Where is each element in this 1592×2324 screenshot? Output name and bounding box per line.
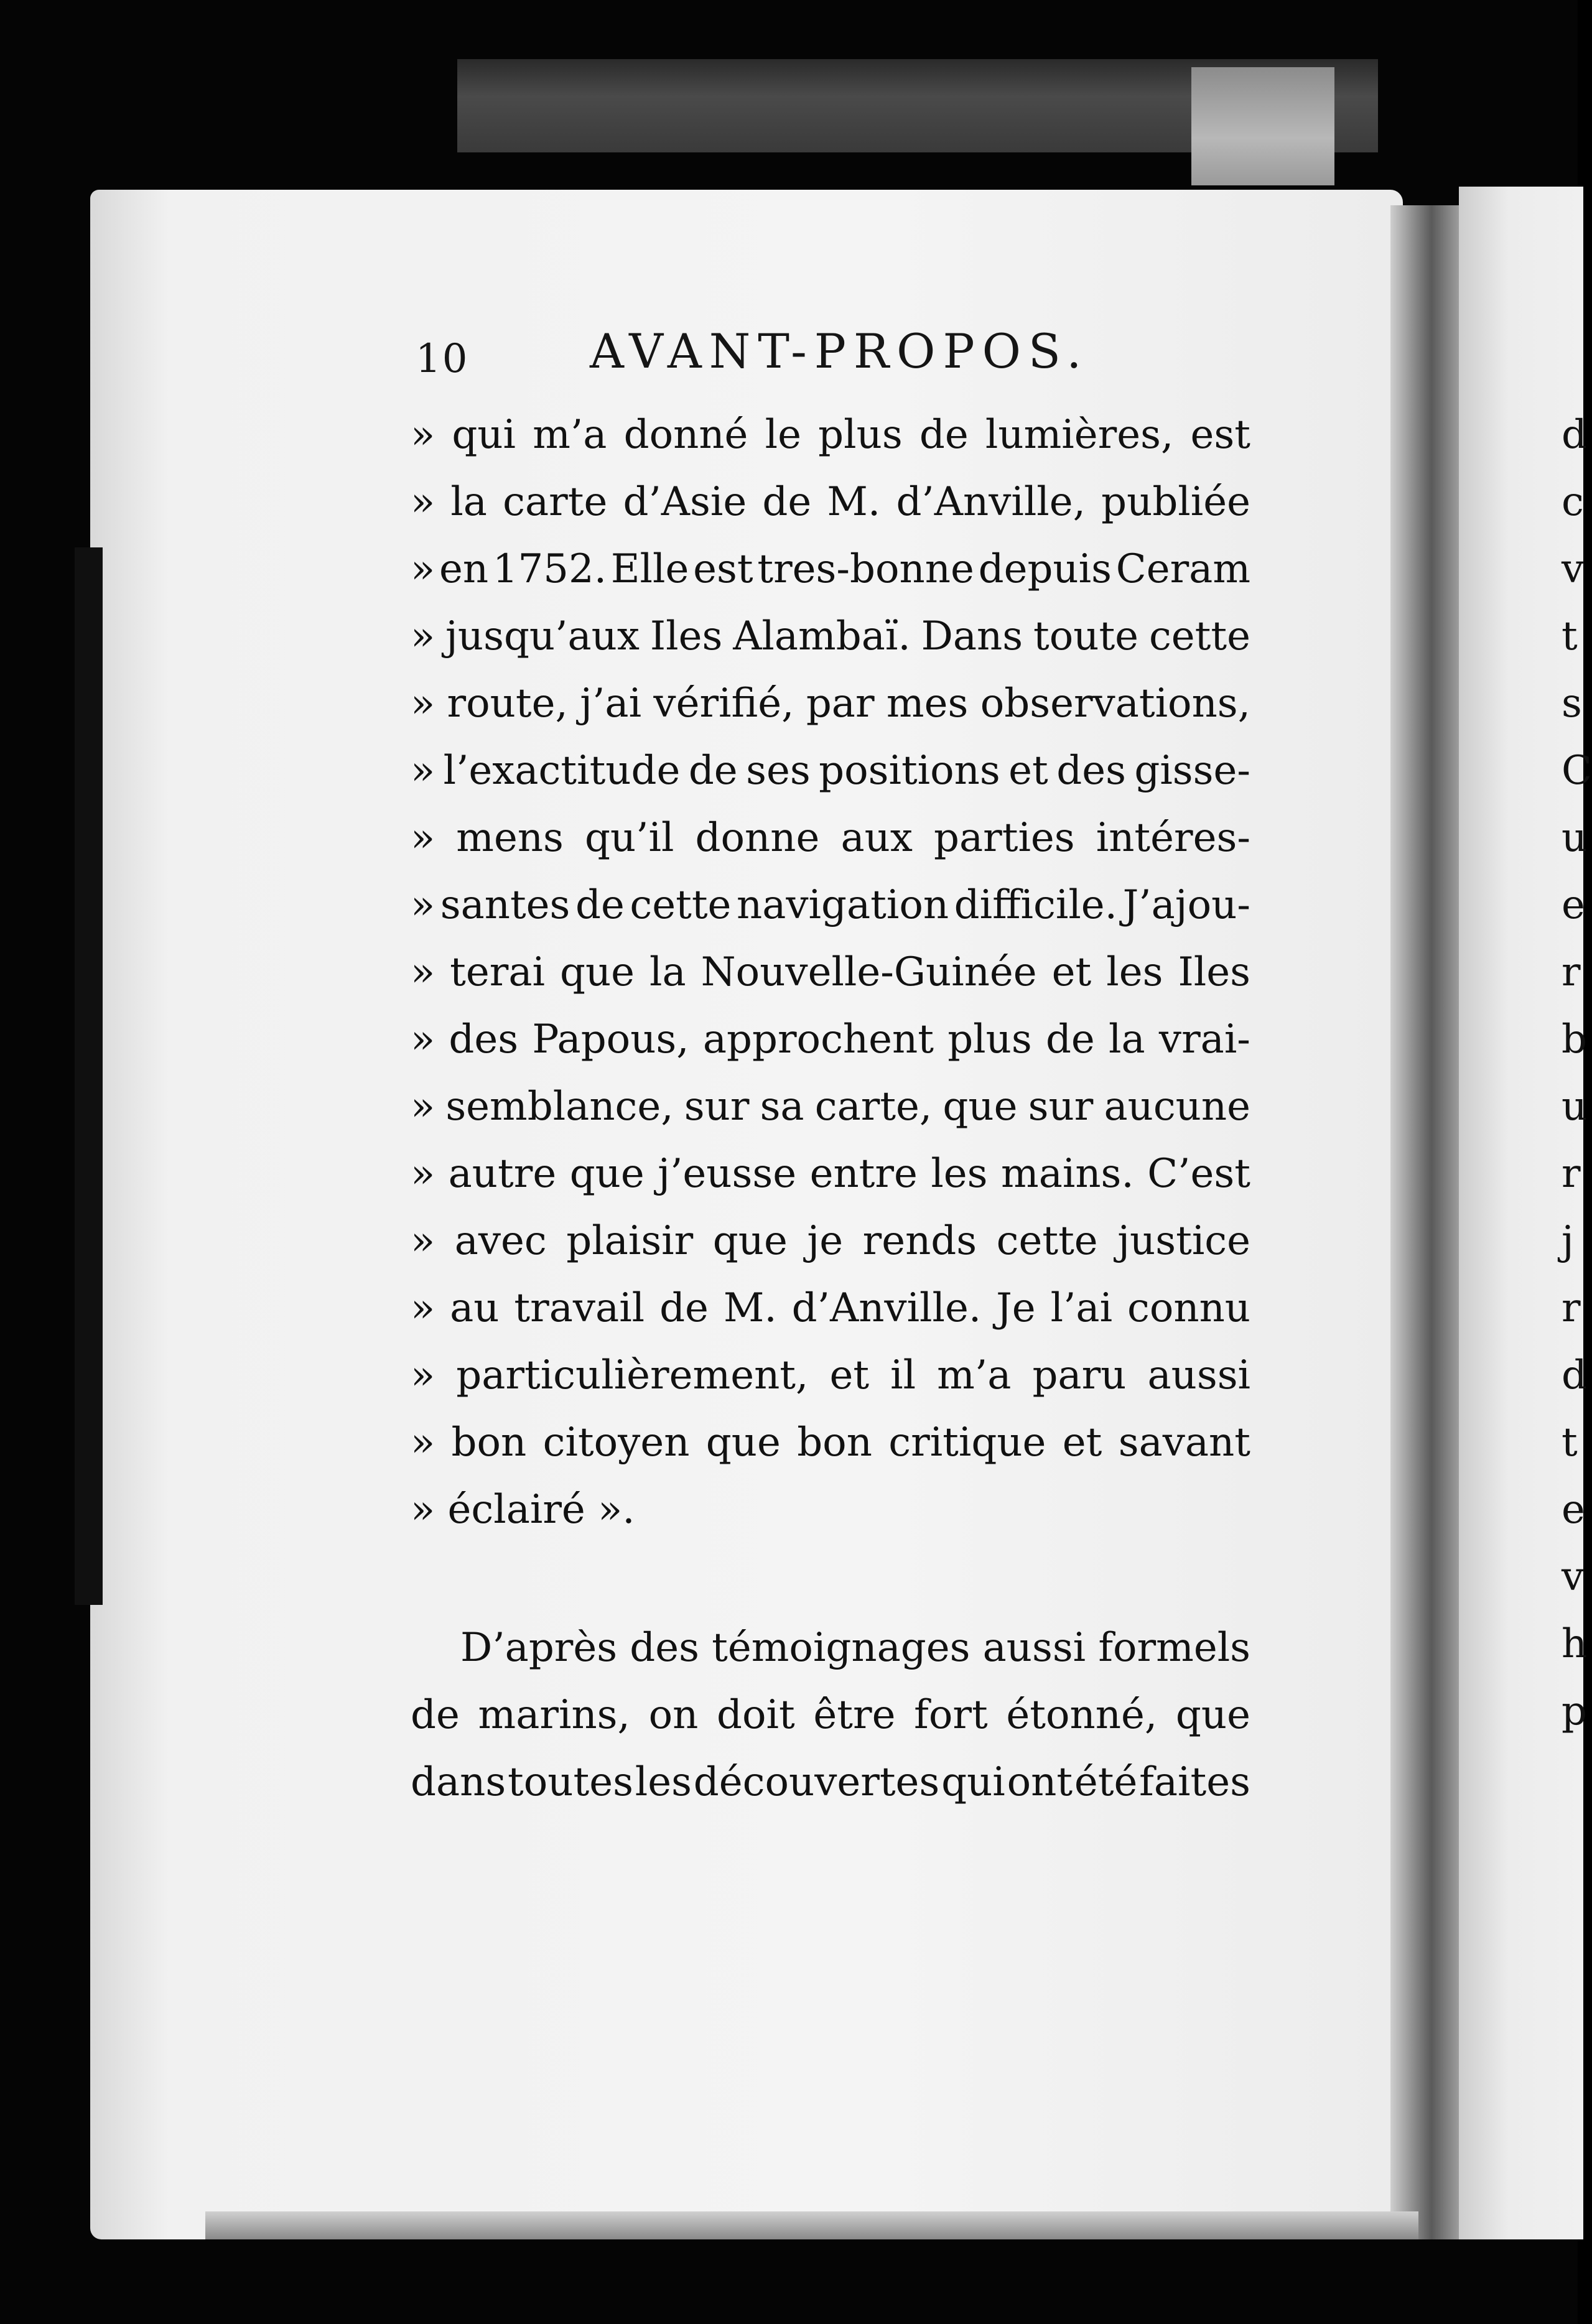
word: que (569, 1151, 645, 1197)
word: Elle (610, 546, 689, 592)
paragraph-2 (411, 1614, 1250, 1816)
word: lumières, (985, 412, 1174, 458)
word: vérifié, (653, 681, 794, 727)
facing-letter: v (1562, 1554, 1585, 1600)
word: m’a (937, 1352, 1012, 1398)
word: d’Anville. (791, 1285, 982, 1331)
word: santes (440, 882, 570, 928)
word: difficile. (954, 882, 1118, 928)
word: » (411, 949, 435, 995)
word: fort (914, 1692, 988, 1738)
text-line: » éclairé ». (411, 1487, 635, 1533)
facing-letter: u (1562, 1084, 1588, 1130)
word: Iles (1178, 949, 1250, 995)
word: C’est (1147, 1151, 1250, 1197)
word: que (559, 949, 635, 995)
word: » (411, 613, 435, 659)
word: doit (717, 1692, 795, 1738)
word: cette (1148, 613, 1250, 659)
text-line (411, 468, 1250, 536)
word: » (411, 1420, 435, 1466)
text-line (411, 603, 1250, 670)
word: toutes (508, 1759, 633, 1805)
text-line (411, 939, 1250, 1006)
word: et (829, 1352, 870, 1398)
word: témoignages (712, 1625, 971, 1671)
word: cette (996, 1218, 1098, 1264)
word: la (450, 479, 487, 525)
word: mains. (1001, 1151, 1134, 1197)
word: cette (630, 882, 732, 928)
facing-letter: u (1562, 815, 1588, 861)
word: en (439, 546, 489, 592)
word: qui (941, 1759, 1005, 1805)
word: donné (623, 412, 748, 458)
word: travail (514, 1285, 645, 1331)
word: parties (934, 815, 1075, 861)
facing-letter: b (1562, 1016, 1587, 1062)
word: de (575, 882, 625, 928)
word: les (931, 1151, 988, 1197)
facing-letter: e (1562, 1487, 1585, 1533)
word: » (411, 1016, 435, 1062)
text-line (411, 737, 1250, 804)
facing-letter: r (1562, 949, 1581, 995)
word: donne (695, 815, 820, 861)
word: marins, (478, 1692, 630, 1738)
word: D’après (460, 1625, 618, 1671)
word: d’Asie (623, 479, 747, 525)
word: l’exactitude (443, 748, 681, 794)
word: » (411, 1084, 435, 1130)
paragraph-1 (411, 401, 1250, 1543)
book-gutter (1390, 205, 1459, 2239)
word: on (648, 1692, 699, 1738)
word: » (411, 815, 435, 861)
word: justice (1117, 1218, 1250, 1264)
word: de (688, 748, 738, 794)
word: vrai- (1158, 1016, 1250, 1062)
word: terai (450, 949, 545, 995)
word: plus (947, 1016, 1032, 1062)
word: particulièrement, (456, 1352, 809, 1398)
text-line (411, 1614, 1250, 1681)
facing-letter: c (1562, 479, 1584, 525)
facing-letter: e (1562, 882, 1585, 928)
word: Alambaï. (733, 613, 911, 659)
text-line (411, 1749, 1250, 1816)
word: sa (760, 1084, 804, 1130)
word: plus (818, 412, 903, 458)
word: » (411, 748, 435, 794)
word: dans (411, 1759, 506, 1805)
word: la (1109, 1016, 1145, 1062)
facing-letter: p (1562, 1688, 1587, 1734)
word: route, (447, 681, 568, 727)
left-page-edge-shadow (75, 547, 103, 1605)
word: m’a (533, 412, 607, 458)
word: la (649, 949, 686, 995)
word: navigation (737, 882, 949, 928)
word: autre (448, 1151, 557, 1197)
word: citoyen (542, 1420, 690, 1466)
word: critique (888, 1420, 1046, 1466)
text-line (411, 401, 1250, 468)
word: bon (797, 1420, 872, 1466)
word: aussi (982, 1625, 1086, 1671)
facing-letter: t (1562, 1420, 1578, 1466)
word: de (411, 1692, 460, 1738)
word: mes (886, 681, 969, 727)
word: au (450, 1285, 500, 1331)
word: toute (1033, 613, 1139, 659)
word: » (411, 681, 435, 727)
word: publiée (1101, 479, 1250, 525)
word: » (411, 882, 435, 928)
word: entre (809, 1151, 918, 1197)
word: des (1056, 748, 1126, 794)
text-line (411, 1275, 1250, 1342)
word: formels (1098, 1625, 1250, 1671)
word: Nouvelle-Guinée (701, 949, 1037, 995)
word: ses (746, 748, 811, 794)
word: les (635, 1759, 692, 1805)
word: M. (723, 1285, 777, 1331)
text-line (411, 1073, 1250, 1140)
word: » (411, 546, 435, 592)
word: que (943, 1084, 1018, 1130)
word: été (1074, 1759, 1138, 1805)
word: des (449, 1016, 519, 1062)
word: approchent (702, 1016, 934, 1062)
word: bon (451, 1420, 527, 1466)
text-line (411, 1681, 1250, 1749)
word: J’ajou- (1122, 882, 1250, 928)
word: des (630, 1625, 699, 1671)
word: » (411, 412, 435, 458)
word: » (411, 1151, 435, 1197)
word: » (411, 1218, 435, 1264)
word: tres-bonne (757, 546, 974, 592)
facing-letter: r (1562, 1151, 1581, 1197)
word: de (1045, 1016, 1095, 1062)
facing-letter: d (1562, 412, 1587, 458)
word: et (1051, 949, 1092, 995)
word: et (1008, 748, 1048, 794)
facing-letter: C (1562, 748, 1592, 794)
word: 1752. (492, 546, 607, 592)
text-line (411, 670, 1250, 737)
text-line (411, 1140, 1250, 1207)
word: qui (452, 412, 516, 458)
word: aucune (1104, 1084, 1250, 1130)
facing-letter: v (1562, 546, 1585, 592)
word: depuis (978, 546, 1112, 592)
word: je (807, 1218, 844, 1264)
word: le (765, 412, 801, 458)
word: de (919, 412, 969, 458)
word: » (411, 479, 435, 525)
text-line (411, 804, 1250, 872)
word: sur (684, 1084, 750, 1130)
facing-letter: r (1562, 1285, 1581, 1331)
word: intéres- (1096, 815, 1250, 861)
word: Iles (649, 613, 723, 659)
word: être (813, 1692, 896, 1738)
word: carte (503, 479, 608, 525)
word: paru (1032, 1352, 1127, 1398)
facing-letter: s (1562, 681, 1582, 727)
page-header (416, 323, 1262, 392)
word: qu’il (584, 815, 674, 861)
facing-letter: j (1562, 1218, 1574, 1264)
word: plaisir (566, 1218, 694, 1264)
word: d’Anville, (896, 479, 1086, 525)
word: observations, (980, 681, 1250, 727)
word: et (1062, 1420, 1102, 1466)
word: l’ai (1050, 1285, 1113, 1331)
word: il (890, 1352, 916, 1398)
word: que (712, 1218, 788, 1264)
word: découvertes (693, 1759, 940, 1805)
word: rends (862, 1218, 977, 1264)
word: positions (819, 748, 1000, 794)
word: savant (1118, 1420, 1250, 1466)
facing-letter: h (1562, 1621, 1588, 1667)
word: j’ai (580, 681, 642, 727)
word: que (705, 1420, 781, 1466)
word: Ceram (1115, 546, 1250, 592)
word: aussi (1147, 1352, 1250, 1398)
text-line (411, 1207, 1250, 1275)
page-number: 10 (416, 336, 469, 382)
word: par (806, 681, 875, 727)
word: ont (1007, 1759, 1073, 1805)
word: sur (1028, 1084, 1094, 1130)
text-line (411, 536, 1250, 603)
word: les (1106, 949, 1163, 995)
word: connu (1127, 1285, 1250, 1331)
word: faites (1139, 1759, 1250, 1805)
running-head: AVANT-PROPOS. (590, 323, 1089, 379)
facing-letter: d (1562, 1352, 1587, 1398)
word: est (693, 546, 753, 592)
word: gisse- (1134, 748, 1250, 794)
word: que (1175, 1692, 1250, 1738)
word: M. (827, 479, 881, 525)
bottom-page-shadow (205, 2211, 1418, 2239)
word: avec (454, 1218, 547, 1264)
word: est (1190, 412, 1250, 458)
word: mens (456, 815, 564, 861)
word: de (762, 479, 812, 525)
word: Je (996, 1285, 1036, 1331)
word: de (659, 1285, 709, 1331)
word: jusqu’aux (445, 613, 640, 659)
facing-page-text-fragment (1562, 401, 1592, 1745)
text-line (411, 872, 1250, 939)
word: » (411, 1352, 435, 1398)
text-line (411, 1006, 1250, 1073)
word: Papous, (532, 1016, 689, 1062)
word: Dans (921, 613, 1023, 659)
word: aux (840, 815, 913, 861)
word: » (411, 1285, 435, 1331)
text-line (411, 1342, 1250, 1409)
facing-letter: t (1562, 613, 1578, 659)
text-line (411, 1409, 1250, 1476)
word: semblance, (445, 1084, 674, 1130)
top-light-patch (1191, 67, 1334, 185)
word: étonné, (1006, 1692, 1158, 1738)
word: j’eusse (658, 1151, 797, 1197)
word: carte, (814, 1084, 933, 1130)
